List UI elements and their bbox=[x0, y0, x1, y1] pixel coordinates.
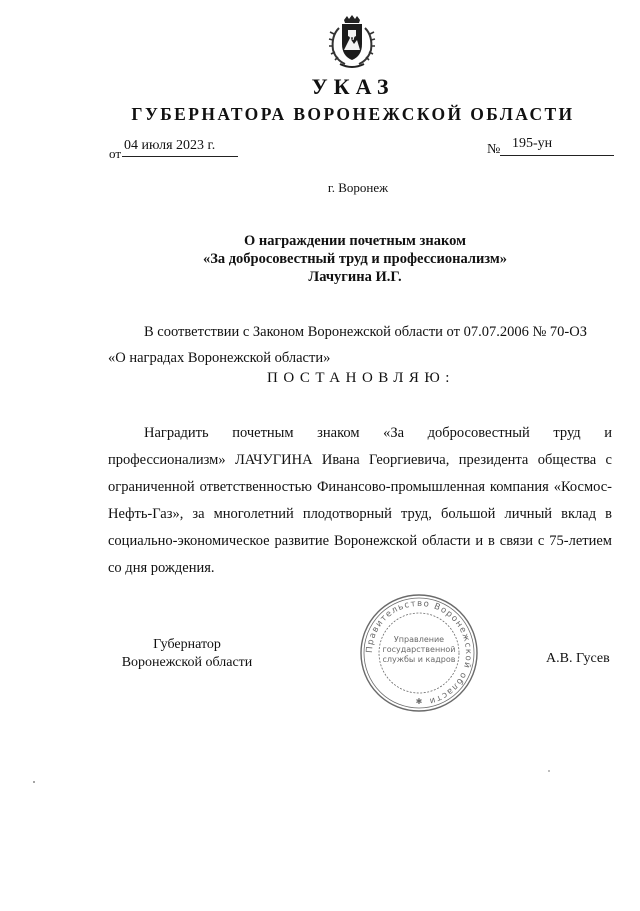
document-date: 04 июля 2023 г. bbox=[122, 138, 238, 157]
title-line-1: О награждении почетным знаком bbox=[244, 233, 466, 249]
signer-title-line-2: Воронежской области bbox=[121, 655, 253, 670]
official-stamp bbox=[359, 592, 479, 714]
document-type: УКАЗ bbox=[311, 74, 395, 99]
title-line-3: Лачугина И.Г. bbox=[308, 269, 402, 285]
legal-basis bbox=[108, 319, 612, 371]
scan-speck bbox=[33, 781, 35, 783]
city: г. Воронеж bbox=[327, 180, 389, 195]
date-prefix: от bbox=[109, 146, 122, 161]
stamp-center-line-3: службы и кадров bbox=[382, 655, 456, 664]
decree-title bbox=[160, 232, 550, 286]
stamp-star-icon: ✱ bbox=[415, 697, 423, 706]
stamp-center-line-1: Управление bbox=[393, 635, 445, 644]
signer-name: А.В. Гусев bbox=[546, 651, 610, 666]
decree-keyword: ПОСТАНОВЛЯЮ: bbox=[267, 370, 455, 386]
number-prefix: № bbox=[487, 142, 501, 157]
document-number: 195-ун bbox=[500, 136, 614, 156]
decree-body: Наградить почетным знаком «За добросовестный труд и профессионализм» ЛАЧУГИНА Ивана Георгиевича, президента общества с ограниченной ответственностью Финансово-промышленная компания «Космос-Нефть-Газ», за многолетний плодотворный труд, большой личный вклад в социально-экономическое развитие Воронежской области и в связи с 75-летием со дня рождения. bbox=[108, 425, 612, 576]
issuing-authority: ГУБЕРНАТОРА ВОРОНЕЖСКОЙ ОБЛАСТИ bbox=[131, 104, 575, 124]
stamp-center-line-2: государственной bbox=[382, 645, 456, 654]
basis-line-2: «О наградах Воронежской области» bbox=[108, 350, 331, 366]
stamp-ring-text: Правительство Воронежской области bbox=[364, 598, 474, 707]
signer-title bbox=[112, 636, 262, 672]
signer-title-line-1: Губернатор bbox=[153, 637, 221, 652]
basis-line-1: В соответствии с Законом Воронежской области от 07.07.2006 № 70-ОЗ bbox=[144, 324, 587, 340]
title-line-2: «За добросовестный труд и профессионализм» bbox=[202, 251, 508, 267]
scan-speck bbox=[548, 770, 550, 772]
coat-of-arms-icon bbox=[327, 14, 377, 70]
